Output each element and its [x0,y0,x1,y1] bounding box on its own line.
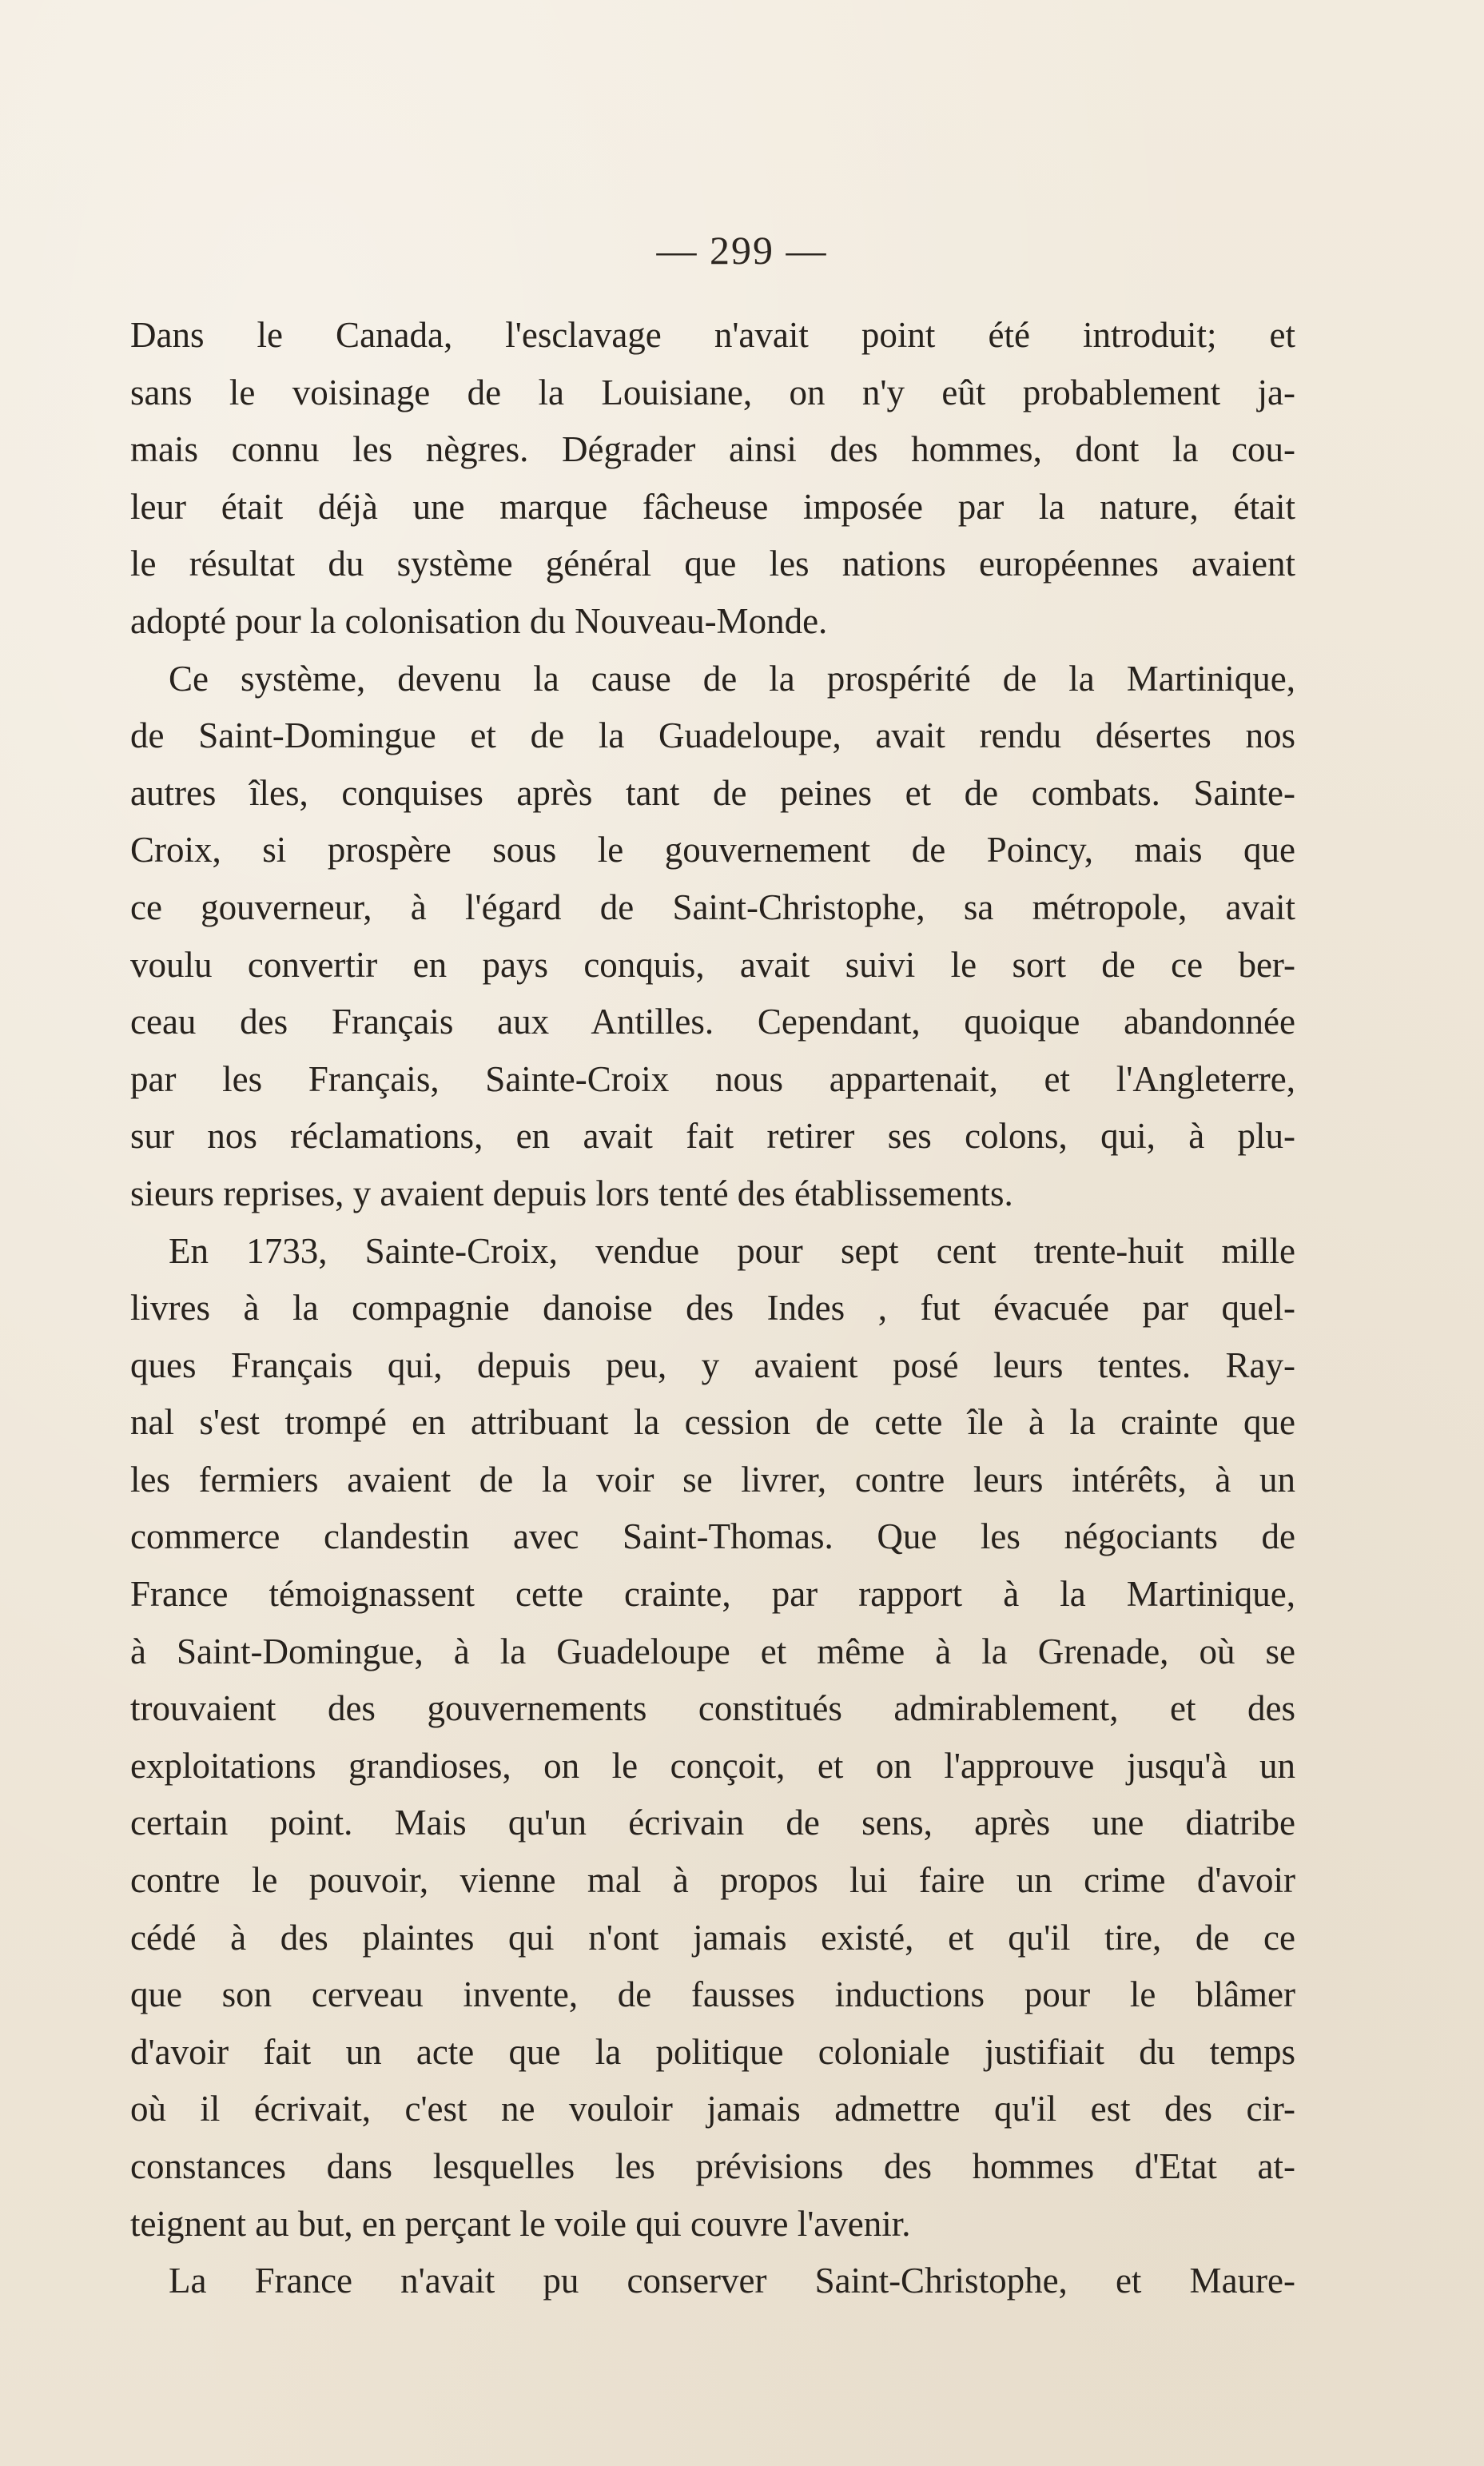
text-line: France témoignassent cette crainte, par rapport à la Martinique, [130,1574,1295,1615]
text-line: exploitations grandioses, on le conçoit, et on l'approuve jusqu'à un [130,1745,1295,1786]
body-text [130,307,1295,2310]
text-line: livres à la compagnie danoise des Indes , fut évacuée par quel- [130,1288,1295,1329]
text-line: d'avoir fait un acte que la politique coloniale justifiait du temps [130,2031,1295,2072]
text-line: sur nos réclamations, en avait fait retirer ses colons, qui, à plu- [130,1116,1295,1157]
text-line: les fermiers avaient de la voir se livrer, contre leurs intérêts, à un [130,1459,1295,1500]
text-line: par les Français, Sainte-Croix nous appartenait, et l'Angleterre, [130,1058,1295,1099]
text-line: cédé à des plaintes qui n'ont jamais existé, et qu'il tire, de ce [130,1917,1295,1958]
text-line: constances dans lesquelles les prévisions des hommes d'Etat at- [130,2146,1295,2186]
text-line: Dans le Canada, l'esclavage n'avait point été introduit; et [130,315,1295,355]
text-line: de Saint-Domingue et de la Guadeloupe, avait rendu désertes nos [130,715,1295,756]
page-number: — 299 — [656,228,828,273]
text-line: voulu convertir en pays conquis, avait suivi le sort de ce ber- [130,944,1295,985]
text-line: Croix, si prospère sous le gouvernement de Poincy, mais que [130,830,1295,870]
text-line: que son cerveau invente, de fausses inductions pour le blâmer [130,1974,1295,2015]
paragraph [130,1223,1295,2253]
text-line: certain point. Mais qu'un écrivain de sens, après une diatribe [130,1803,1295,1843]
text-line: leur était déjà une marque fâcheuse imposée par la nature, était [130,486,1295,527]
text-line: teignent au but, en perçant le voile qui couvre l'avenir. [130,2203,911,2244]
text-line: où il écrivait, c'est ne vouloir jamais admettre qu'il est des cir- [130,2089,1295,2129]
text-line: commerce clandestin avec Saint-Thomas. Que les négociants de [130,1516,1295,1557]
text-line: Ce système, devenu la cause de la prospérité de la Martinique, [169,658,1295,699]
text-line: le résultat du système général que les nations européennes avaient [130,544,1295,584]
text-line: trouvaient des gouvernements constitués admirablement, et des [130,1688,1295,1729]
text-line: sieurs reprises, y avaient depuis lors tenté des établissements. [130,1173,1013,1213]
text-line: sans le voisinage de la Louisiane, on n'y eût probablement ja- [130,372,1295,412]
text-line: mais connu les nègres. Dégrader ainsi des hommes, dont la cou- [130,429,1295,470]
text-line: contre le pouvoir, vienne mal à propos lui faire un crime d'avoir [130,1860,1295,1901]
text-line: ceau des Français aux Antilles. Cependant, quoique abandonnée [130,1002,1295,1042]
text-line: ce gouverneur, à l'égard de Saint-Christophe, sa métropole, avait [130,886,1295,927]
paragraph [130,2253,1295,2310]
text-line: nal s'est trompé en attribuant la cession de cette île à la crainte que [130,1402,1295,1443]
text-line: adopté pour la colonisation du Nouveau-Monde. [130,600,828,641]
text-line: La France n'avait pu conserver Saint-Christophe, et Maure- [169,2261,1295,2301]
text-line: En 1733, Sainte-Croix, vendue pour sept cent trente-huit mille [169,1230,1295,1271]
text-line: à Saint-Domingue, à la Guadeloupe et même à la Grenade, où se [130,1631,1295,1671]
paragraph [130,307,1295,651]
paragraph [130,651,1295,1223]
text-line: ques Français qui, depuis peu, y avaient posé leurs tentes. Ray- [130,1345,1295,1385]
text-line: autres îles, conquises après tant de peines et de combats. Sainte- [130,772,1295,813]
